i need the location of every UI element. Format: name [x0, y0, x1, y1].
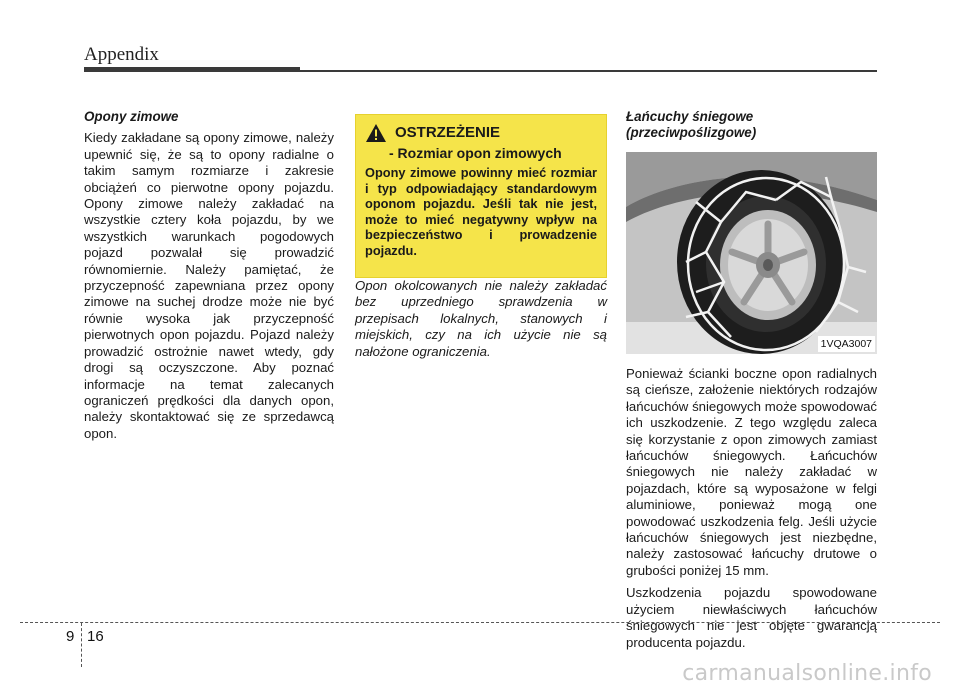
header-rule-thick — [84, 67, 300, 72]
left-column — [84, 109, 334, 448]
middle-column — [355, 114, 607, 366]
warning-subtitle: - Rozmiar opon zimowych — [389, 145, 562, 161]
studded-tires-note: Opon okolcowanych nie należy zakładać bez uprzedniego sprawdzenia w przepisach lokalnych, stanowych i miejskich, czy na ich użycie nie są nałożone ograniczenia. — [355, 278, 607, 359]
warning-title: OSTRZEŻENIE — [395, 123, 501, 141]
footer-vertical-rule — [81, 623, 82, 667]
chapter-number: 9 — [66, 628, 75, 645]
snow-chains-heading — [626, 109, 877, 141]
figure-code: 1VQA3007 — [818, 336, 875, 352]
winter-tires-heading: Opony zimowe — [84, 109, 179, 124]
warning-box — [355, 114, 607, 278]
snow-chain-illustration — [626, 152, 877, 354]
header-rule-thin — [300, 70, 877, 72]
page-header-title: Appendix — [84, 44, 159, 65]
page-number: 16 — [87, 628, 104, 645]
warning-title-row — [365, 123, 597, 143]
footer-dashed-rule — [20, 622, 940, 623]
snow-chains-paragraph-2: Uszkodzenia pojazdu spowodowane użyciem niewłaściwych łańcuchów śniegowych nie jest objęte gwarancją producenta pojazdu. — [626, 585, 877, 650]
snow-chain-figure — [626, 152, 877, 354]
warning-body: Opony zimowe powinny mieć rozmiar i typ odpowiadający standardowym oponom pojazdu. Jeśli tak nie jest, może to mieć negatywny wpływ na bezpieczeństwo i prowadzenie pojazdu. — [365, 165, 597, 258]
snow-chains-heading-line1: Łańcuchy śniegowe — [626, 109, 754, 124]
snow-chains-paragraph-1: Ponieważ ścianki boczne opon radialnych są cieńsze, założenie niektórych rodzajów łańcuchów śniegowych może spowodować ich uszkodzenie. Z tego względu zaleca się korzystanie z opon zimowych zamiast łańcuchów śniegowych. Łańcuchów śniegowych nie należy zakładać w pojazdach, które są wyposażone w felgi aluminiowe, ponieważ mogą one powodować uszkodzenia felg. Jeśli użycie łańcuchów śniegowych jest niezbędne, należy zastosować łańcuchy drutowe o grubości poniżej 15 mm. — [626, 366, 877, 578]
winter-tires-paragraph: Kiedy zakładane są opony zimowe, należy upewnić się, że są to opony radialne o takim samym rozmiarze i zakresie obciążeń co pierwotne opony pojazdu. Opony zimowe należy zakładać na wszystkie cztery koła pojazdu, by we wszystkich warunkach pogodowych pojazd pozwalał się prowadzić równomiernie. Należy pamiętać, że przyczepność zapewniana przez opony zimowe na suchej drodze może nie być równie wysoka jak przyczepność pierwotnych opon pojazdu. Pojazd należy prowadzić ostrożnie nawet wtedy, gdy drogi są oczyszczone. Aby poznać informacje na temat zalecanych ograniczeń prędkości dla danych opon, należy skontaktować się ze sprzedawcą opon. — [84, 130, 334, 441]
right-column — [626, 109, 877, 657]
watermark: carmanualsonline.info — [682, 661, 932, 686]
warning-triangle-icon — [365, 123, 387, 143]
snow-chains-heading-line2: (przeciwpoślizgowe) — [626, 125, 757, 140]
